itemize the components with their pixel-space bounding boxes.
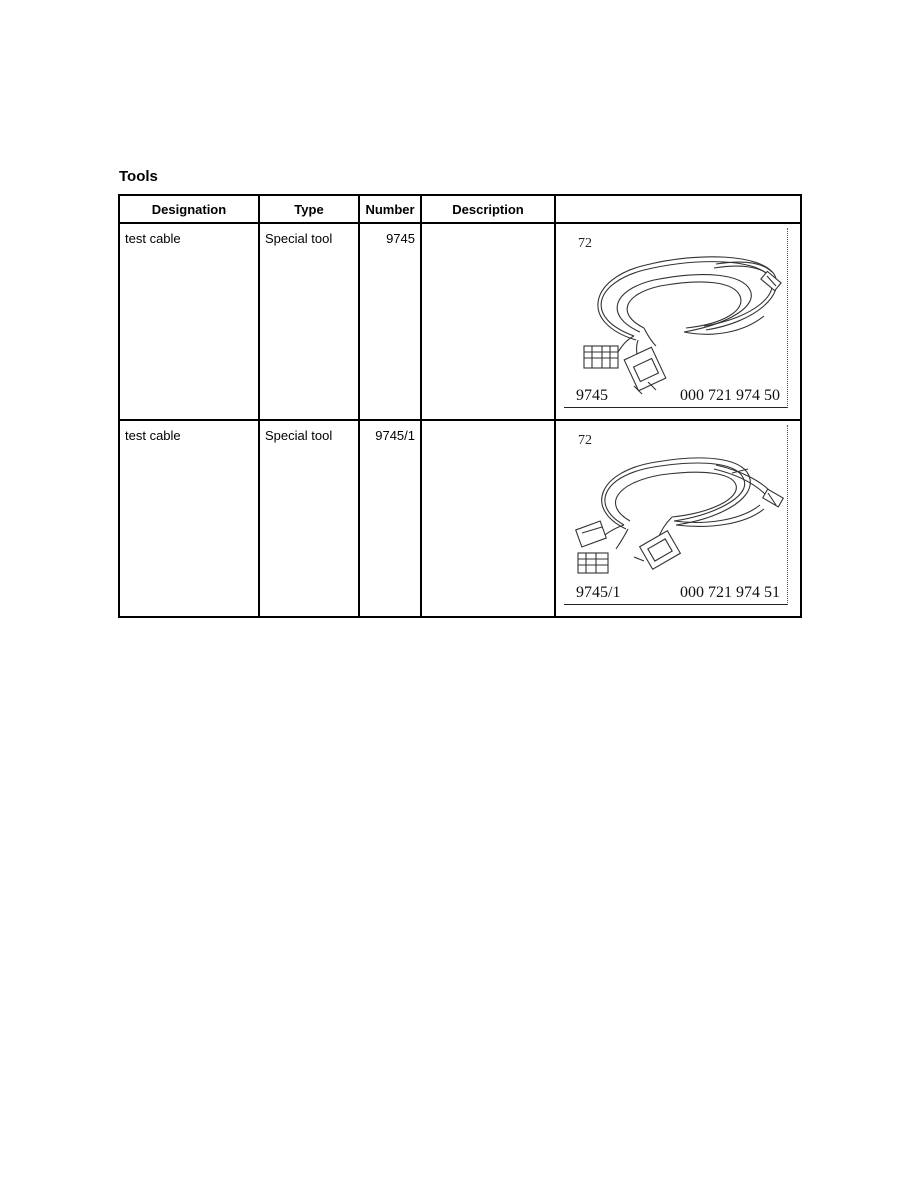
cell-description <box>421 223 555 420</box>
test-cable-9745-illustration <box>564 228 788 408</box>
section-title: Tools <box>119 168 158 185</box>
tools-table <box>118 194 802 618</box>
figure-number: 72 <box>578 433 592 448</box>
test-cable-9745-1-illustration <box>564 425 788 605</box>
column-header-designation: Designation <box>119 195 259 223</box>
caption-tool-number: 9745/1 <box>576 584 621 601</box>
cell-type: Special tool <box>259 420 359 617</box>
test-cable-icon <box>564 425 788 605</box>
column-header-description: Description <box>421 195 555 223</box>
table-row <box>119 420 801 617</box>
illustration-caption <box>576 584 780 602</box>
cell-designation: test cable <box>119 420 259 617</box>
table-row <box>119 223 801 420</box>
cell-designation: test cable <box>119 223 259 420</box>
test-cable-icon <box>564 228 788 408</box>
cell-description <box>421 420 555 617</box>
caption-part-number: 000 721 974 51 <box>680 584 780 601</box>
caption-part-number: 000 721 974 50 <box>680 387 780 404</box>
cell-illustration <box>555 223 801 420</box>
column-header-number: Number <box>359 195 421 223</box>
cell-type: Special tool <box>259 223 359 420</box>
column-header-illustration <box>555 195 801 223</box>
cell-number: 9745 <box>359 223 421 420</box>
caption-tool-number: 9745 <box>576 387 608 404</box>
column-header-type: Type <box>259 195 359 223</box>
cell-number: 9745/1 <box>359 420 421 617</box>
table-header-row <box>119 195 801 223</box>
cell-illustration <box>555 420 801 617</box>
figure-number: 72 <box>578 236 592 251</box>
illustration-caption <box>576 387 780 405</box>
